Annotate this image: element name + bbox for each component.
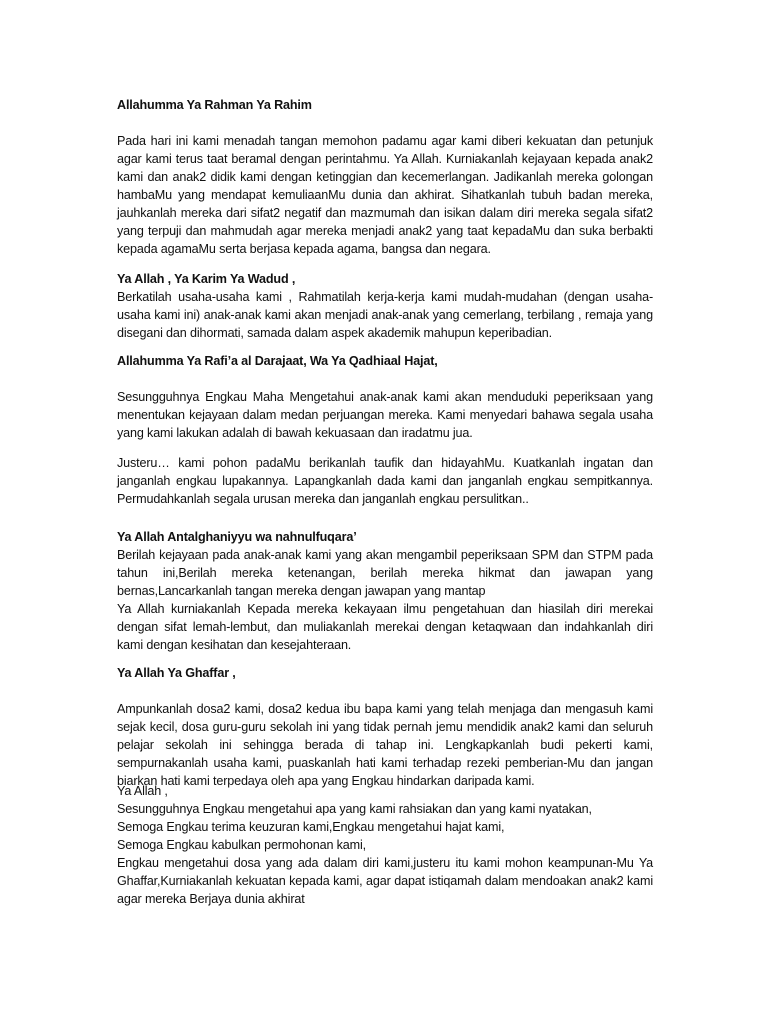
- heading-ya-karim-ya-wadud: Ya Allah , Ya Karim Ya Wadud ,: [117, 272, 296, 286]
- paragraph-kurniakanlah-ilmu: Ya Allah kurniakanlah Kepada mereka kekayaan ilmu pengetahuan dan hiasilah diri merekai dengan sifat lemah-lembut, dan muliakanlah merekai dengan ketaqwaan dan indahkanlah diri kami dengan kesihatan dan kesejahteraan.: [117, 602, 653, 652]
- paragraph-opening-prayer: Pada hari ini kami menadah tangan memohon padamu agar kami diberi kekuatan dan petunjuk agar kami terus taat beramal dengan perintahmu. Ya Allah. Kurniakanlah kejayaan kepada anak2 kami dan anak2 didik kami dengan ketinggian dan kecemerlangan. Jadikanlah mereka golongan hambaMu yang mendapat kemuliaanMu dunia dan akhirat. Sihatkanlah tubuh badan mereka, jauhkanlah mereka dari sifat2 negatif dan mazmumah dan isikan dalam diri mereka segala sifat2 yang terpuji dan mahmudah agar mereka menjadi anak2 yang taat kepadaMu dan suka berbakti kepada agamaMu serta berjasa kepada agama, bangsa dan negara.: [117, 134, 653, 256]
- line-sesungguhnya-mengetahui: Sesungguhnya Engkau mengetahui apa yang kami rahsiakan dan yang kami nyatakan,: [117, 802, 592, 816]
- heading-ya-rafia-al-darajaat: Allahumma Ya Rafi’a al Darajaat, Wa Ya Qadhiaal Hajat,: [117, 354, 438, 368]
- paragraph-sesungguhnya-engkau: Sesungguhnya Engkau Maha Mengetahui anak-anak kami akan menduduki peperiksaan yang menentukan kejayaan dalam medan perjuangan mereka. Kami menyedari bahawa segala usaha yang kami lakukan adalah di bawah kekuasaan dan iradatmu jua.: [117, 390, 653, 440]
- paragraph-engkau-mengetahui-dosa: Engkau mengetahui dosa yang ada dalam diri kami,justeru itu kami mohon keampunan-Mu Ya Ghaffar,Kurniakanlah kekuatan kepada kami, agar dapat istiqamah dalam mendoakan anak2 kami agar mereka Berjaya dunia akhirat: [117, 856, 653, 906]
- heading-ya-ghaffar: Ya Allah Ya Ghaffar ,: [117, 666, 236, 680]
- line-ya-allah: Ya Allah ,: [117, 784, 168, 798]
- paragraph-berilah-kejayaan: Berilah kejayaan pada anak-anak kami yang akan mengambil peperiksaan SPM dan STPM pada tahun ini,Berilah mereka ketenangan, berilah mereka hikmat dan jawapan yang bernas,Lancarkanlah tangan mereka dengan jawapan yang mantap: [117, 548, 653, 598]
- heading-antalghaniyyu: Ya Allah Antalghaniyyu wa nahnulfuqara’: [117, 530, 357, 544]
- line-semoga-terima: Semoga Engkau terima keuzuran kami,Engkau mengetahui hajat kami,: [117, 820, 505, 834]
- line-semoga-kabulkan: Semoga Engkau kabulkan permohonan kami,: [117, 838, 366, 852]
- paragraph-justeru: Justeru… kami pohon padaMu berikanlah taufik dan hidayahMu. Kuatkanlah ingatan dan janganlah engkau lupakannya. Lapangkanlah dada kami dan janganlah engkau sempitkannya. Permudahkanlah segala urusan mereka dan janganlah engkau persulitkan..: [117, 456, 653, 506]
- paragraph-ampunkanlah: Ampunkanlah dosa2 kami, dosa2 kedua ibu bapa kami yang telah menjaga dan mengasuh kami sejak kecil, dosa guru-guru sekolah ini yang tidak pernah jemu mendidik anak2 kami dan seluruh pelajar sekolah ini sehingga berada di tahap ini. Lengkapkanlah budi pekerti kami, sempurnakanlah usaha kami, puaskanlah hati kami terhadap rezeki pemberian-Mu dan jangan biarkan hati kami terpedaya oleh apa yang Engkau hindarkan daripada kami.: [117, 702, 653, 788]
- paragraph-berkatilah: Berkatilah usaha-usaha kami , Rahmatilah kerja-kerja kami mudah-mudahan (dengan usaha-usaha kami ini) anak-anak kami akan menjadi anak-anak yang cemerlang, terbilang , remaja yang disegani dan dihormati, samada dalam aspek akademik mahupun keperibadian.: [117, 290, 653, 340]
- heading-allahumma-ya-rahman: Allahumma Ya Rahman Ya Rahim: [117, 98, 312, 112]
